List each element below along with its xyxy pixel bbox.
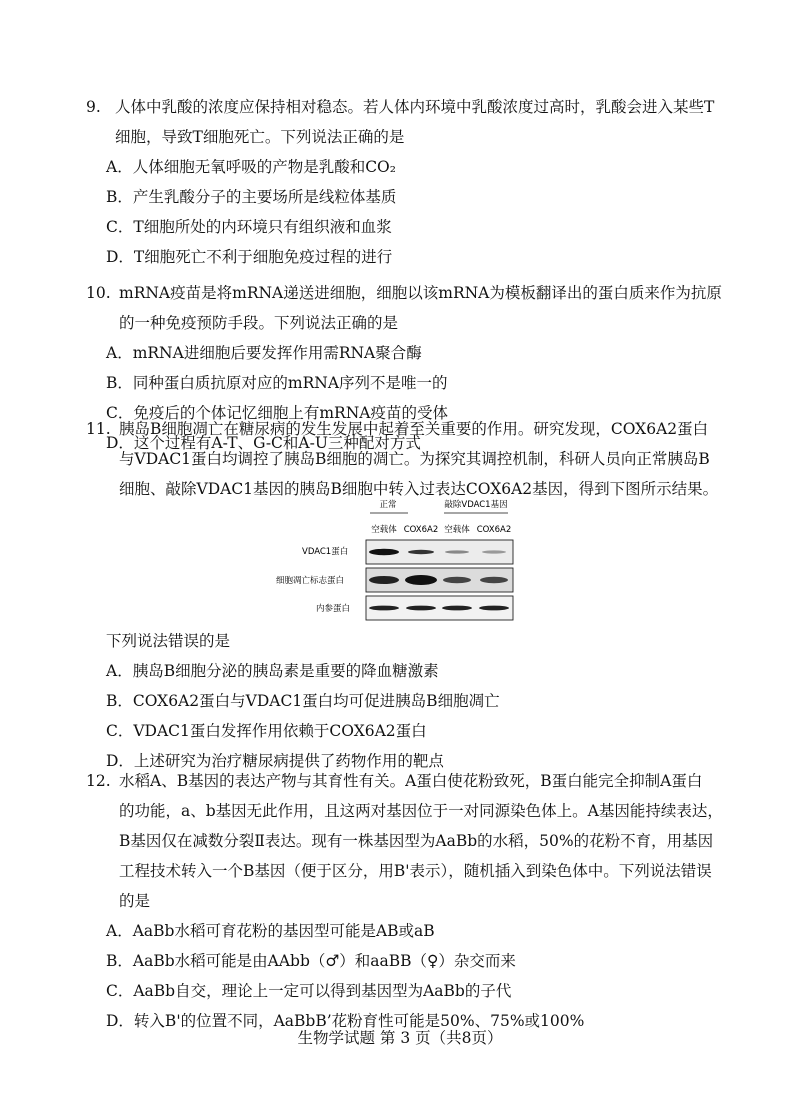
question-number: 11. — [86, 420, 111, 438]
question-stem — [86, 414, 726, 504]
option-b: B．AaBb水稻可能是由AAbb（♂）和aaBB（♀）杂交而来 — [106, 952, 516, 970]
stem-line: mRNA疫苗是将mRNA递送进细胞，细胞以该mRNA为模板翻译出的蛋白质来作为抗原 — [119, 284, 722, 302]
question-number: 9. — [86, 98, 101, 116]
option-d: D．上述研究为治疗糖尿病提供了药物作用的靶点 — [106, 752, 444, 770]
question-11-options — [86, 656, 726, 776]
lane-label: 空载体 — [444, 525, 470, 535]
stem-line: 人体中乳酸的浓度应保持相对稳态。若人体内环境中乳酸浓度过高时，乳酸会进入某些T — [115, 98, 715, 116]
option-a: A．胰岛B细胞分泌的胰岛素是重要的降血糖激素 — [106, 662, 439, 680]
blot-band — [442, 606, 472, 611]
blot-band — [406, 606, 436, 611]
blot-band — [369, 549, 399, 555]
question-stem — [86, 766, 726, 916]
blot-band — [445, 550, 469, 553]
lane-label: COX6A2 — [403, 525, 439, 535]
blot-band — [480, 577, 508, 583]
option-c: C．免疫后的个体记忆细胞上有mRNA疫苗的受体 — [106, 404, 448, 422]
stem-line: B基因仅在减数分裂Ⅱ表达。现有一株基因型为AaBb的水稻，50%的花粉不育，用基因 — [119, 832, 714, 850]
blot-band — [443, 577, 471, 583]
stem-line: 工程技术转入一个B基因（便于区分，用B'表示），随机插入到染色体中。下列说法错误 — [119, 862, 712, 880]
option-d: D．T细胞死亡不利于细胞免疫过程的进行 — [106, 248, 393, 266]
blot-band — [405, 575, 437, 585]
question-11 — [86, 414, 726, 504]
stem-line: 的是 — [119, 892, 151, 910]
question-prompt: 下列说法错误的是 — [106, 632, 231, 650]
stem-line: 细胞，导致T细胞死亡。下列说法正确的是 — [115, 128, 405, 146]
question-9 — [86, 92, 726, 272]
question-12 — [86, 766, 726, 1036]
option-c: C．AaBb自交，理论上一定可以得到基因型为AaBb的子代 — [106, 982, 512, 1000]
option-d: D．这个过程有A-T、G-C和A-U三种配对方式 — [106, 434, 421, 452]
blot-band — [408, 550, 434, 554]
option-a: A．人体细胞无氧呼吸的产物是乳酸和CO₂ — [106, 158, 396, 176]
option-d: D．转入B'的位置不同，AaBbB’花粉育性可能是50%、75%或100% — [106, 1012, 585, 1030]
lane-label: 空载体 — [371, 525, 397, 535]
stem-line: 与VDAC1蛋白均调控了胰岛B细胞的凋亡。为探究其调控机制，科研人员向正常胰岛B — [119, 450, 710, 468]
row-label-vdac1: VDAC1蛋白 — [302, 547, 349, 557]
group-label-normal: 正常 — [379, 500, 397, 510]
option-a: A．mRNA进细胞后要发挥作用需RNA聚合酶 — [106, 344, 422, 362]
stem-line: 水稻A、B基因的表达产物与其育性有关。A蛋白使花粉致死，B蛋白能完全抑制A蛋白 — [119, 772, 703, 790]
group-label-knockout: 敲除VDAC1基因 — [444, 500, 508, 510]
page-footer: 生物学试题 第 3 页（共8页） — [297, 1029, 503, 1047]
western-blot-figure — [276, 494, 520, 624]
stem-line: 的功能，a、b基因无此作用，且这两对基因位于一对同源染色体上。A基因能持续表达， — [119, 802, 723, 820]
blot-band — [369, 576, 399, 584]
blot-band — [482, 550, 506, 553]
blot-band — [479, 606, 509, 611]
option-c: C．T细胞所处的内环境只有组织液和血浆 — [106, 218, 392, 236]
option-b: B．产生乳酸分子的主要场所是线粒体基质 — [106, 188, 397, 206]
stem-line: 的一种免疫预防手段。下列说法正确的是 — [119, 314, 399, 332]
row-label-apoptosis-marker: 细胞凋亡标志蛋白 — [276, 576, 345, 586]
question-stem — [86, 92, 726, 152]
option-a: A．AaBb水稻可育花粉的基因型可能是AB或aB — [106, 922, 435, 940]
question-number: 12. — [86, 772, 111, 790]
stem-line: 细胞、敲除VDAC1基因的胰岛B细胞中转入过表达COX6A2基因，得到下图所示结果。 — [119, 480, 719, 498]
lane-label: COX6A2 — [476, 525, 512, 535]
option-b: B．同种蛋白质抗原对应的mRNA序列不是唯一的 — [106, 374, 448, 392]
blot-band — [369, 606, 399, 611]
question-stem — [86, 278, 726, 338]
question-number: 10. — [86, 284, 111, 302]
option-b: B．COX6A2蛋白与VDAC1蛋白均可促进胰岛B细胞凋亡 — [106, 692, 500, 710]
row-label-loading-control: 内参蛋白 — [316, 604, 351, 614]
option-c: C．VDAC1蛋白发挥作用依赖于COX6A2蛋白 — [106, 722, 427, 740]
stem-line: 胰岛B细胞凋亡在糖尿病的发生发展中起着至关重要的作用。研究发现，COX6A2蛋白 — [119, 420, 709, 438]
